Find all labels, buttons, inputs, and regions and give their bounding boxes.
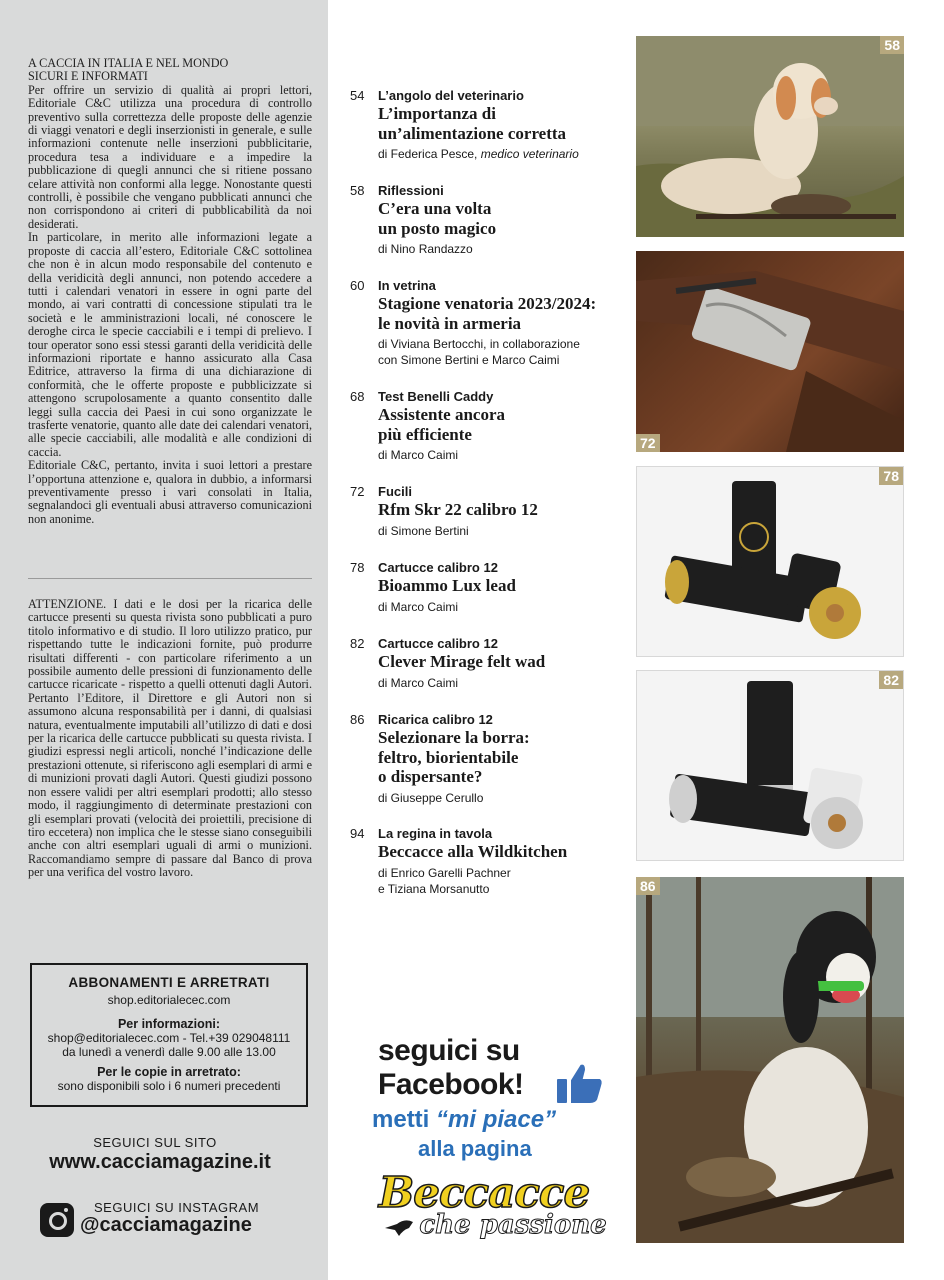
notice-paragraph: Editoriale C&C, pertanto, invita i suoi lettori a prestare l’opportuna attenzione e, qualora in dubbio, a informarsi preventivamente presso i vari consolati in Italia, segnalandoci gli eventuali abusi attraverso comunicazioni non anonime. <box>28 458 312 526</box>
toc-headline: un posto magico <box>378 218 497 238</box>
shop-link[interactable]: shop.editorialecec.com <box>107 993 231 1007</box>
photo-setter-with-woodcock[interactable] <box>636 877 904 1243</box>
travel-agency-notice <box>28 57 312 526</box>
toc-headline: Bioammo Lux lead <box>378 576 516 595</box>
toc-entry[interactable] <box>350 88 625 162</box>
toc-headline: Selezionare la borra: <box>378 728 530 747</box>
toc-entry[interactable] <box>350 389 625 463</box>
instagram-icon <box>40 1203 74 1237</box>
toc-rubric: L’angolo del veterinario <box>378 88 524 103</box>
cartridges-illustration <box>637 671 903 860</box>
toc-author: con Simone Bertini e Marco Caimi <box>378 353 560 367</box>
toc-author: e Tiziana Morsanutto <box>378 881 490 896</box>
cartridges-illustration <box>637 467 903 656</box>
toc-page-number: 94 <box>350 826 365 841</box>
page-badge: 58 <box>880 36 904 54</box>
toc-headline: Assistente ancora <box>378 405 506 424</box>
facebook-cta-line: Facebook! <box>378 1068 524 1101</box>
toc-entry[interactable] <box>350 636 625 691</box>
toc-author: di Marco Caimi <box>378 448 459 462</box>
hours-line: da lunedì a venerdì dalle 9.00 alle 13.00 <box>62 1045 276 1059</box>
toc-page-number: 58 <box>350 183 365 198</box>
toc-author: di Marco Caimi <box>378 599 459 614</box>
toc-page-number: 68 <box>350 389 365 404</box>
facebook-page-line: alla pagina <box>418 1136 532 1161</box>
toc-headline: un’alimentazione corretta <box>378 123 567 143</box>
toc-headline: Clever Mirage felt wad <box>378 652 546 671</box>
toc-rubric: Test Benelli Caddy <box>378 389 494 404</box>
toc-entry[interactable] <box>350 484 625 539</box>
toc-page-number: 60 <box>350 278 365 293</box>
toc-page-number: 82 <box>350 636 365 651</box>
beccacce-che-passione-logo[interactable] <box>343 1168 625 1246</box>
toc-entry[interactable] <box>350 560 625 615</box>
toc-author: di Marco Caimi <box>378 675 459 690</box>
toc-page-number: 86 <box>350 712 365 727</box>
site-label: SEGUICI SUL SITO <box>93 1135 217 1150</box>
photo-dog-with-woodcock[interactable] <box>636 36 904 237</box>
facebook-like-line: metti “mi piace” <box>372 1106 557 1133</box>
logo-title: Beccacce <box>378 1168 590 1217</box>
toc-author: di Nino Randazzo <box>378 242 473 256</box>
instagram-handle[interactable]: @cacciamagazine <box>80 1214 252 1236</box>
instagram-label: SEGUICI SU INSTAGRAM <box>94 1200 260 1215</box>
page-badge: 86 <box>636 877 660 895</box>
photo-clever-cartridges[interactable] <box>636 670 904 861</box>
subscriptions-box <box>30 963 308 1107</box>
back-issues-text: sono disponibili solo i 6 numeri precedenti <box>57 1079 281 1093</box>
page-badge: 82 <box>879 671 903 689</box>
toc-rubric: In vetrina <box>378 278 436 293</box>
toc-rubric: Riflessioni <box>378 183 444 198</box>
page-badge: 78 <box>879 467 903 485</box>
subscriptions-title: ABBONAMENTI E ARRETRATI <box>68 975 270 990</box>
toc-rubric: Cartucce calibro 12 <box>378 560 498 575</box>
toc-author: di Giuseppe Cerullo <box>378 790 484 805</box>
back-issues-label: Per le copie in arretrato: <box>97 1065 241 1079</box>
toc-rubric: Fucili <box>378 484 412 499</box>
toc-headline: le novità in armeria <box>378 313 522 333</box>
contact-line: shop@editorialecec.com - Tel.+39 029048111 <box>47 1031 291 1045</box>
toc-author: di Enrico Garelli Pachner <box>378 865 511 880</box>
toc-rubric: La regina in tavola <box>378 826 493 841</box>
toc-page-number: 54 <box>350 88 365 103</box>
notice-heading-1: A CACCIA IN ITALIA E NEL MONDO <box>28 56 229 70</box>
toc-author: di Federica Pesce, medico veterinario <box>378 147 579 161</box>
photo-bioammo-cartridges[interactable] <box>636 466 904 657</box>
toc-rubric: Cartucce calibro 12 <box>378 636 498 651</box>
facebook-cta-line: seguici su <box>378 1034 520 1067</box>
info-label: Per informazioni: <box>117 1017 221 1031</box>
toc-headline: L’importanza di <box>378 104 496 123</box>
photo-shotgun-receiver[interactable] <box>636 251 904 452</box>
notice-paragraph: Per offrire un servizio di qualità ai propri lettori, Editoriale C&C utilizza una procedura di controllo preventivo sulla correttezza delle proposte delle agenzie di viaggi venatori e degli inserzionisti in generale, e sulle informazioni contenute nelle inserzioni pubblicitarie, procedura tesa a individuare e a impedire la pubblicazione di quegli annunci che si ritiene possano celare attività non conformi alla legge. Nonostante questi controlli, è possibile che vengano pubblicati annunci che non corrispondono ai criteri di pubblicabilità da noi desiderati. <box>28 82 312 231</box>
site-link[interactable]: www.cacciamagazine.it <box>49 1151 271 1173</box>
notice-paragraph: In particolare, in merito alle informazioni legate a proposte di caccia all’estero, Editoriale C&C sottolinea che non è in alcun modo responsabile del contenuto e della veridicità degli annunci, non potendo accedere a tutti i calendari venatori in essere in ogni parte del mondo, ai vari contratti di concessione stipulati tra le società e le amministrazioni locali, né conoscere le deroghe circa le specie cacciabili e i tempi di prelievo. I tour operator sono essi stessi garanti della veridicità delle informazioni riportate e hanno assicurato alla Casa Editrice, attraverso la firma di una dichiarazione di conformità, che le offerte proposte e pubblicizzate si attengono scrupolosamente a quanto consentito dalle leggi sulla caccia dei Paesi in cui sono organizzate le trasferte venatorie, quanto alle date dei calendari venatori, alle specie cacciabili, alle modalità e alle condizioni di caccia. <box>28 230 312 459</box>
toc-page-number: 72 <box>350 484 365 499</box>
toc-headline: Stagione venatoria 2023/2024: <box>378 294 597 313</box>
toc-entry[interactable] <box>350 278 625 368</box>
thumbs-up-icon <box>554 1060 606 1106</box>
toc-author: di Simone Bertini <box>378 523 469 538</box>
dog-illustration <box>636 877 904 1243</box>
shotgun-illustration <box>636 251 904 452</box>
toc-rubric: Ricarica calibro 12 <box>378 712 493 727</box>
dog-illustration <box>636 36 904 237</box>
page-badge: 72 <box>636 434 660 452</box>
toc-entry[interactable] <box>350 712 625 806</box>
sidebar <box>0 0 328 1280</box>
toc-headline: o dispersante? <box>378 767 483 786</box>
toc-headline: Beccacce alla Wildkitchen <box>378 842 568 861</box>
toc-headline: più efficiente <box>378 424 472 444</box>
toc-headline: C’era una volta <box>378 199 492 218</box>
notice-heading-2: SICURI E INFORMATI <box>28 69 148 84</box>
divider <box>28 578 312 579</box>
toc-entry[interactable] <box>350 826 625 897</box>
logo-subtitle: che passione <box>419 1210 607 1240</box>
toc-entry[interactable] <box>350 183 625 257</box>
toc-page-number: 78 <box>350 560 365 575</box>
toc-author: di Viviana Bertocchi, in collaborazione <box>378 337 580 351</box>
toc-headline: feltro, biorientabile <box>378 747 519 767</box>
toc-headline: Rfm Skr 22 calibro 12 <box>378 500 538 519</box>
reloading-disclaimer: ATTENZIONE. I dati e le dosi per la ricarica delle cartucce presenti su questa rivista sono pubblicati a puro titolo informativo e di studio. Il loro utilizzo pratico, pur rispettando tutte le indicazioni fornite, può produrre risultati differenti - con particolare riferimento a un possibile aumento delle pressioni di funzionamento delle cartucce ricaricate - rispetto a quelli ottenuti dagli Autori. Pertanto l’Editore, il Direttore e gli Autori non si assumono alcuna responsabilità per i danni, di qualsiasi natura, eventualmente imputabili all’utilizzo di dati e dosi per la ricarica delle cartucce pubblicati su questa rivista. I giudizi espressi negli articoli, nonché l’indicazione delle prestazioni ottenute, si riferiscono agli esemplari di armi e di munizioni provati dagli Autori. Questi giudizi possono non essere validi per altri esemplari prodotti; allo stesso modo, il raggiungimento di determinate prestazioni con gli esemplari provati (velocità dei proiettili, precisione di tiro eccetera) non implica che le stesse siano conseguibili anche con altri esemplari uguali di armi o munizioni. Raccomandiamo sempre di passare dal Banco di prova per una verifica del vostro lavoro. <box>28 597 312 880</box>
